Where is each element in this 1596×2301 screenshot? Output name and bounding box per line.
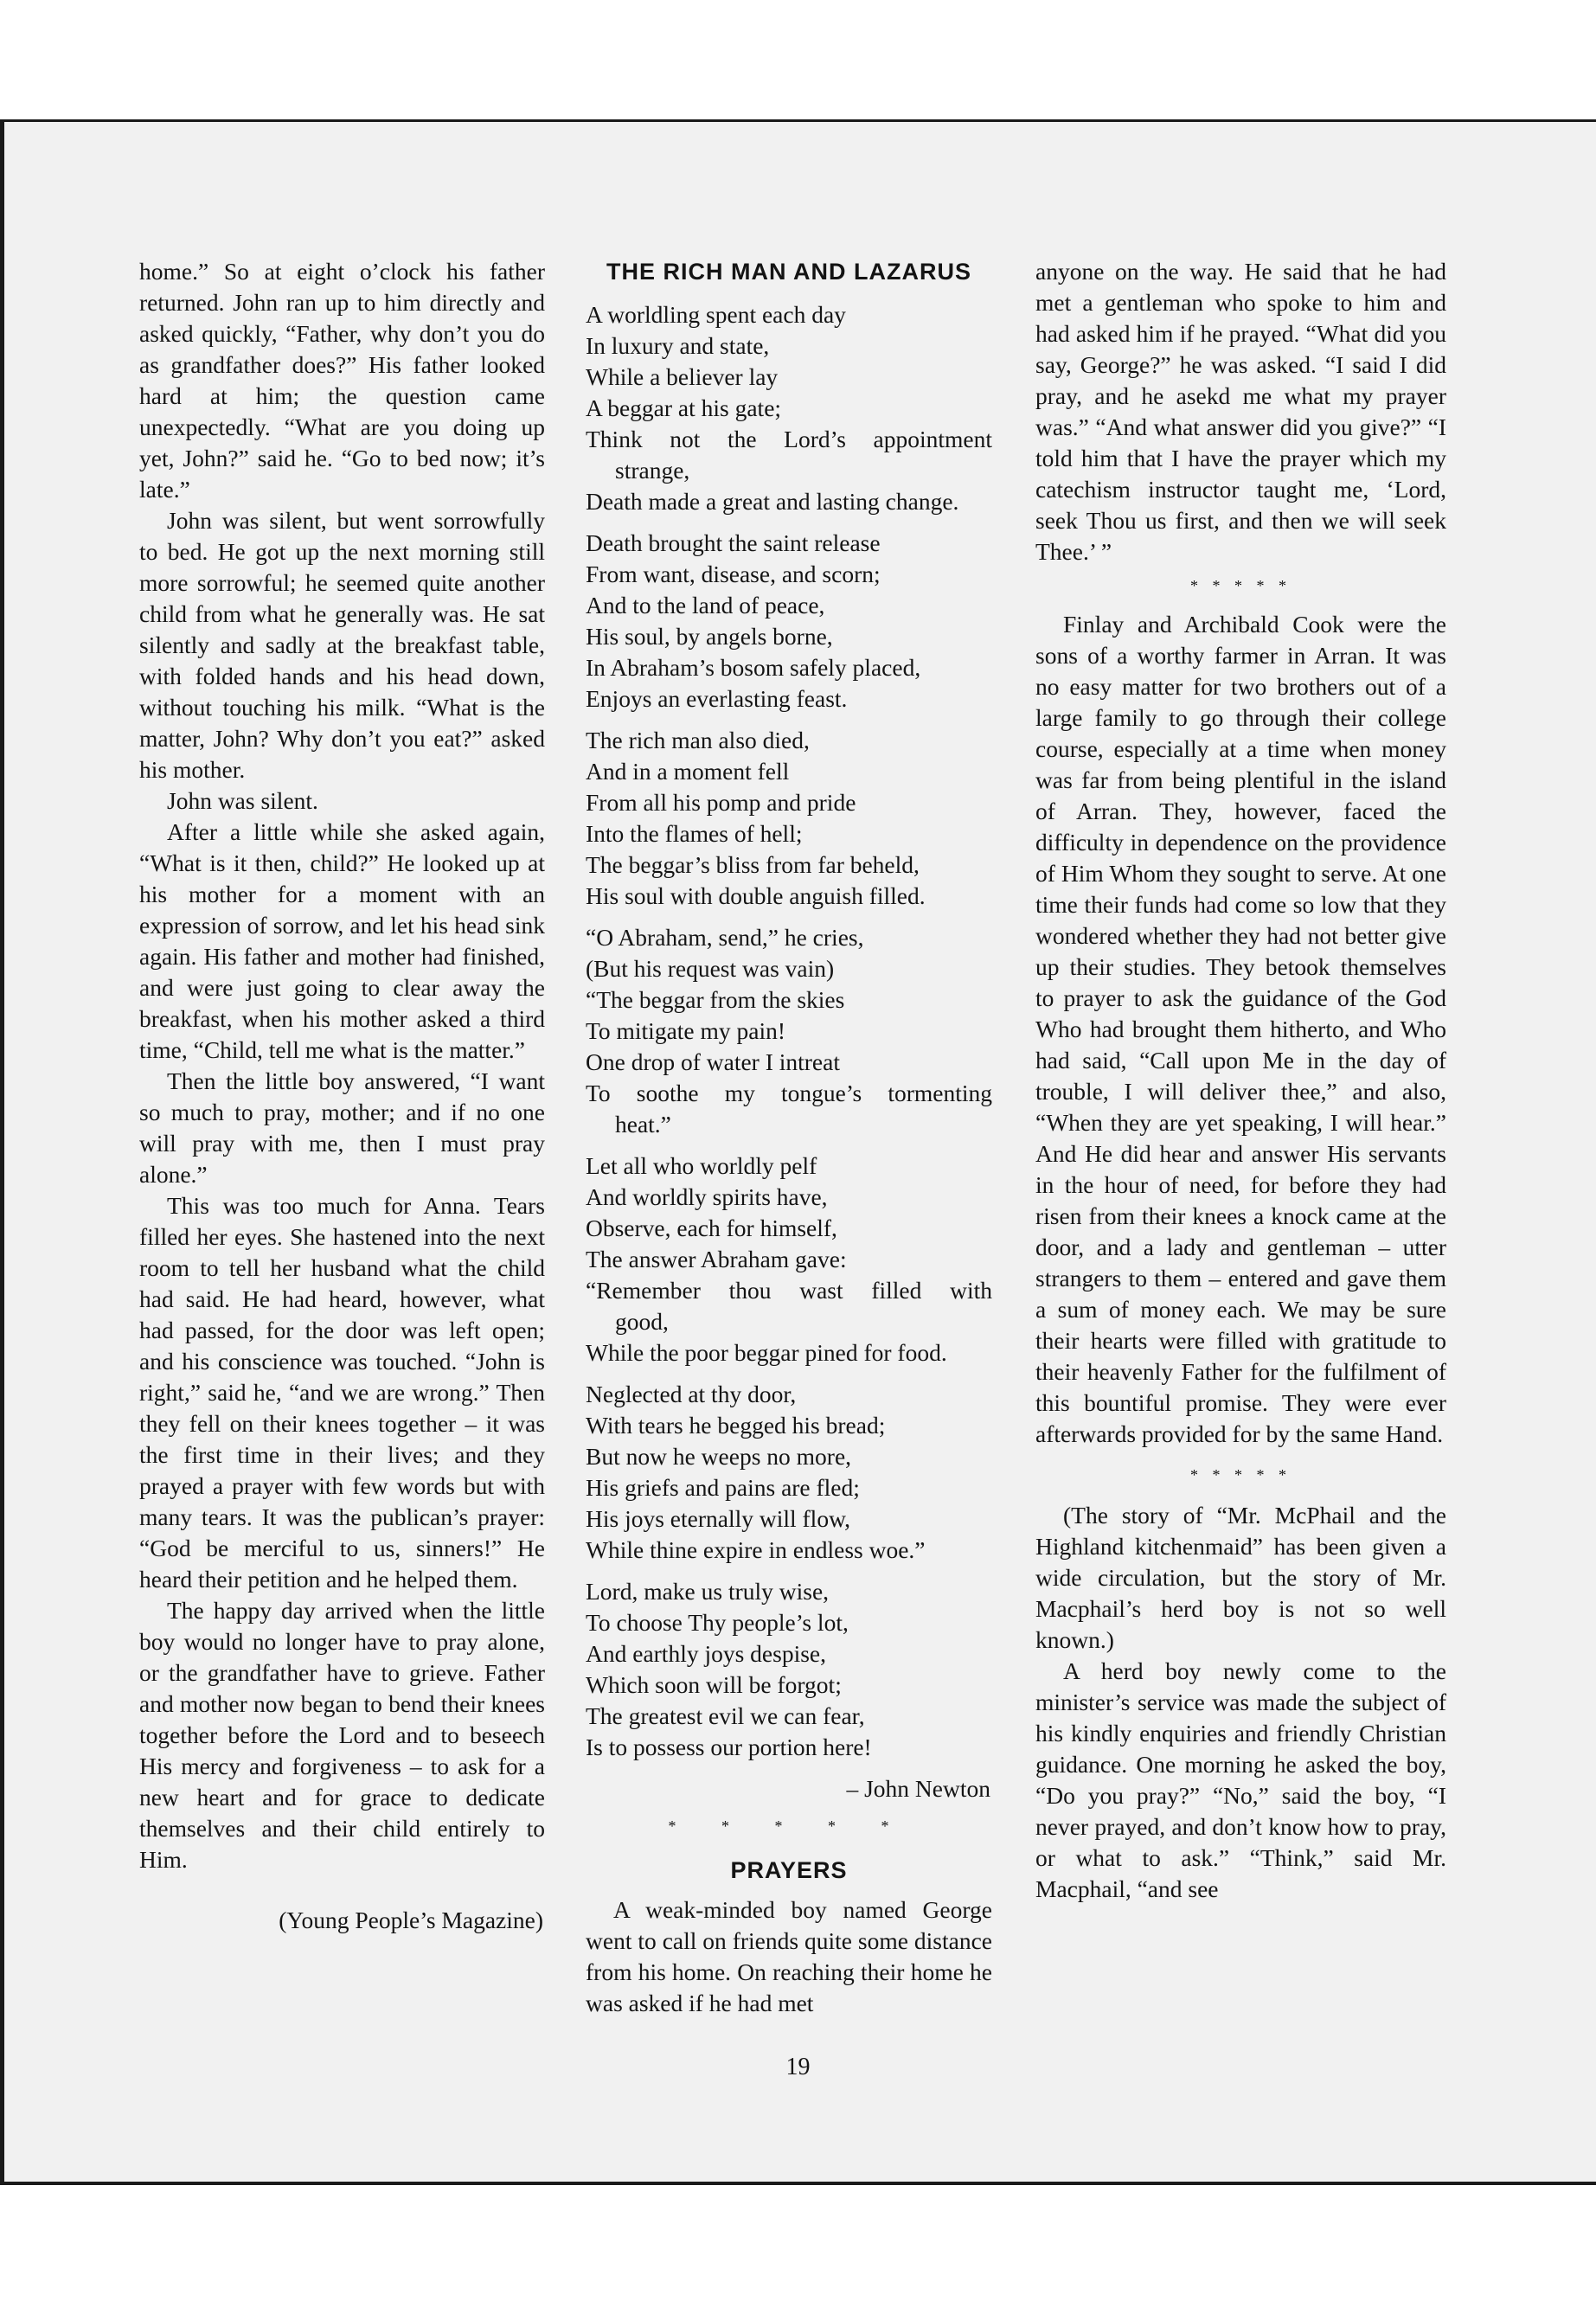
poem-line: Observe, each for himself, <box>586 1215 837 1241</box>
poem-line: His griefs and pains are fled; <box>586 1474 860 1501</box>
poem-line: While thine expire in endless woe.” <box>586 1536 926 1563</box>
poem-line: The answer Abraham gave: <box>586 1246 847 1272</box>
poem-line: But now he weeps no more, <box>586 1443 852 1470</box>
poem-line: Is to possess our portion here! <box>586 1734 872 1760</box>
column-middle <box>586 256 992 2019</box>
paragraph: A weak-minded boy named George went to call on friends quite some distance from his home. On reaching their home he was asked if he had met <box>586 1896 992 2016</box>
poem-line: While the poor beggar pined for food. <box>586 1339 947 1366</box>
poem-stanza <box>586 528 992 715</box>
paragraph: The happy day arrived when the little boy would no longer have to pray alone, or the grandfather have to grieve. Father and mother now began to bend their knees together before the Lord and to beseech His mercy and forgiveness – to ask for a new heart and for grace to dedicate themselves and their child entirely to Him. <box>139 1597 545 1873</box>
poem-line: With tears he begged his bread; <box>586 1412 886 1439</box>
poem-stanza <box>586 299 992 517</box>
poem-line: Lord, make us truly wise, <box>586 1578 830 1605</box>
poem-line: heat.” <box>615 1111 671 1138</box>
section-separator: * * * * * <box>668 1817 910 1835</box>
source-attribution: (Young People’s Magazine) <box>279 1907 543 1933</box>
poem-line: Into the flames of hell; <box>586 820 803 847</box>
poem-line: To soothe my tongue’s tormenting <box>586 1080 992 1106</box>
poem-title: THE RICH MAN AND LAZARUS <box>606 259 971 285</box>
section-separator: * * * * * <box>1190 1466 1292 1484</box>
paragraph: John was silent, but went sorrowfully to bed. He got up the next morning still more sorrowful; he seemed quite another child from what he generally was. He sat silently and sadly at the breakfast table, with folded hands and his head down, without touching his milk. “What is the matter, John? Why don’t you eat?” asked his mother. <box>139 507 545 783</box>
poem-stanza <box>586 1576 992 1763</box>
poem-line: Let all who worldly pelf <box>586 1152 817 1179</box>
poem-line: His joys eternally will flow, <box>586 1505 851 1532</box>
poem-line: And to the land of peace, <box>586 592 825 619</box>
poem-line: To choose Thy people’s lot, <box>586 1609 849 1636</box>
paragraph: Then the little boy answered, “I want so much to pray, mother; and if no one will pray with me, then I must pray alone.” <box>139 1067 545 1188</box>
poem-line: Which soon will be forgot; <box>586 1671 842 1698</box>
poem-line: strange, <box>615 457 690 484</box>
poem-line: Neglected at thy door, <box>586 1381 797 1407</box>
poem-stanza <box>586 1379 992 1566</box>
poem-line: His soul, by angels borne, <box>586 623 833 650</box>
poem-line: A worldling spent each day <box>586 301 846 328</box>
poem-stanza <box>586 725 992 912</box>
poem-line: The rich man also died, <box>586 727 810 753</box>
paragraph: home.” So at eight o’clock his father returned. John ran up to him directly and asked quickly, “Father, why don’t you do as grandfather does?” His father looked hard at him; the question came unexpectedly. “What are you doing up yet, John?” said he. “Go to bed now; it’s late.” <box>139 258 545 503</box>
poem-line: To mitigate my pain! <box>586 1017 786 1044</box>
poem-stanza <box>586 1150 992 1368</box>
section-separator: * * * * * <box>1190 577 1292 594</box>
poem-line: A beggar at his gate; <box>586 394 782 421</box>
poem-line: His soul with double anguish filled. <box>586 882 926 909</box>
poem-line: (But his request was vain) <box>586 955 835 982</box>
poem-line: From want, disease, and scorn; <box>586 561 881 587</box>
column-left <box>139 256 545 1936</box>
paragraph: (The story of “Mr. McPhail and the Highland kitchenmaid” has been given a wide circulation, but the story of Mr. Macphail’s herd boy is not so well known.) <box>1035 1502 1446 1653</box>
poem-line: One drop of water I intreat <box>586 1048 840 1075</box>
section-title: PRAYERS <box>730 1857 848 1883</box>
page-number: 19 <box>785 2054 811 2080</box>
poem-line: “Remember thou wast filled with <box>586 1277 992 1304</box>
poem-line: And worldly spirits have, <box>586 1183 828 1210</box>
paragraph: After a little while she asked again, “What is it then, child?” He looked up at his mother for a moment with an expression of sorrow, and let his head sink again. His father and mother had finished, and were just going to clear away the breakfast, when his mother asked a third time, “Child, tell me what is the matter.” <box>139 818 545 1063</box>
poem-line: Death brought the saint release <box>586 529 881 556</box>
poem-line: good, <box>615 1308 669 1335</box>
poem-line: The beggar’s bliss from far beheld, <box>586 851 920 878</box>
poem-line: From all his pomp and pride <box>586 789 856 816</box>
poem-line: Death made a great and lasting change. <box>586 488 959 515</box>
poem-line: While a believer lay <box>586 363 779 390</box>
poem-line: And in a moment fell <box>586 758 790 785</box>
poem-line: Think not the Lord’s appointment <box>586 426 992 452</box>
poem-author: – John Newton <box>846 1775 990 1802</box>
poem-line: In luxury and state, <box>586 332 770 359</box>
column-right <box>1035 256 1446 1905</box>
poem-line: And earthly joys despise, <box>586 1640 827 1667</box>
paragraph: John was silent. <box>167 787 318 814</box>
poem-line: Enjoys an everlasting feast. <box>586 685 848 712</box>
poem-line: “O Abraham, send,” he cries, <box>586 924 864 951</box>
paragraph: anyone on the way. He said that he had met a gentleman who spoke to him and had asked him if he prayed. “What did you say, George?” he was asked. “I said I did pray, and he asekd me what my prayer was.” “And what answer did you give?” “I told him that I have the prayer which my catechism instructor taught me, ‘Lord, seek Thou us first, and then we will seek Thee.’ ” <box>1035 258 1446 565</box>
paragraph: Finlay and Archibald Cook were the sons of a worthy farmer in Arran. It was no easy matter for two brothers out of a large family to go through their college course, especially at a time when money was far from being plentiful in the island of Arran. They, however, faced the difficulty in dependence on the providence of Him Whom they sought to serve. At one time their funds had come so low that they wondered whether they had not better give up their studies. They betook themselves to prayer to ask the guidance of the God Who had brought them hitherto, and Who had said, “Call upon Me in the day of trouble, I will deliver thee,” and also, “When they are yet speaking, I will hear.” And He did hear and answer His servants in the hour of need, for before they had risen from their knees a knock came at the door, and a lady and gentleman – utter strangers to them – entered and gave them a sum of money each. We may be sure their hearts were filled with gratitude to their heavenly Father for the fulfilment of this bountiful promise. They were ever afterwards provided for by the same Hand. <box>1035 611 1446 1447</box>
poem-line: In Abraham’s bosom safely placed, <box>586 654 921 681</box>
paragraph: A herd boy newly come to the minister’s service was made the subject of his kindly enquiries and friendly Christian guidance. One morning he asked the boy, “Do you pray?” “No,” said the boy, “I never prayed, and don’t know how to pray, or what to ask.” “Think,” said Mr. Macphail, “and see <box>1035 1657 1446 1902</box>
poem-stanza <box>586 922 992 1140</box>
poem-line: “The beggar from the skies <box>586 986 845 1013</box>
paragraph: This was too much for Anna. Tears filled her eyes. She hastened into the next room to tell her husband what the child had said. He had heard, however, what had passed, for the door was left open; and his conscience was touched. “John is right,” said he, “and we are wrong.” Then they fell on their knees together – it was the first time in their lives; and they prayed a prayer with few words but with many tears. It was the publican’s prayer: “God be merciful to us, sinners!” He heard their petition and he helped them. <box>139 1192 545 1593</box>
poem-line: The greatest evil we can fear, <box>586 1702 865 1729</box>
